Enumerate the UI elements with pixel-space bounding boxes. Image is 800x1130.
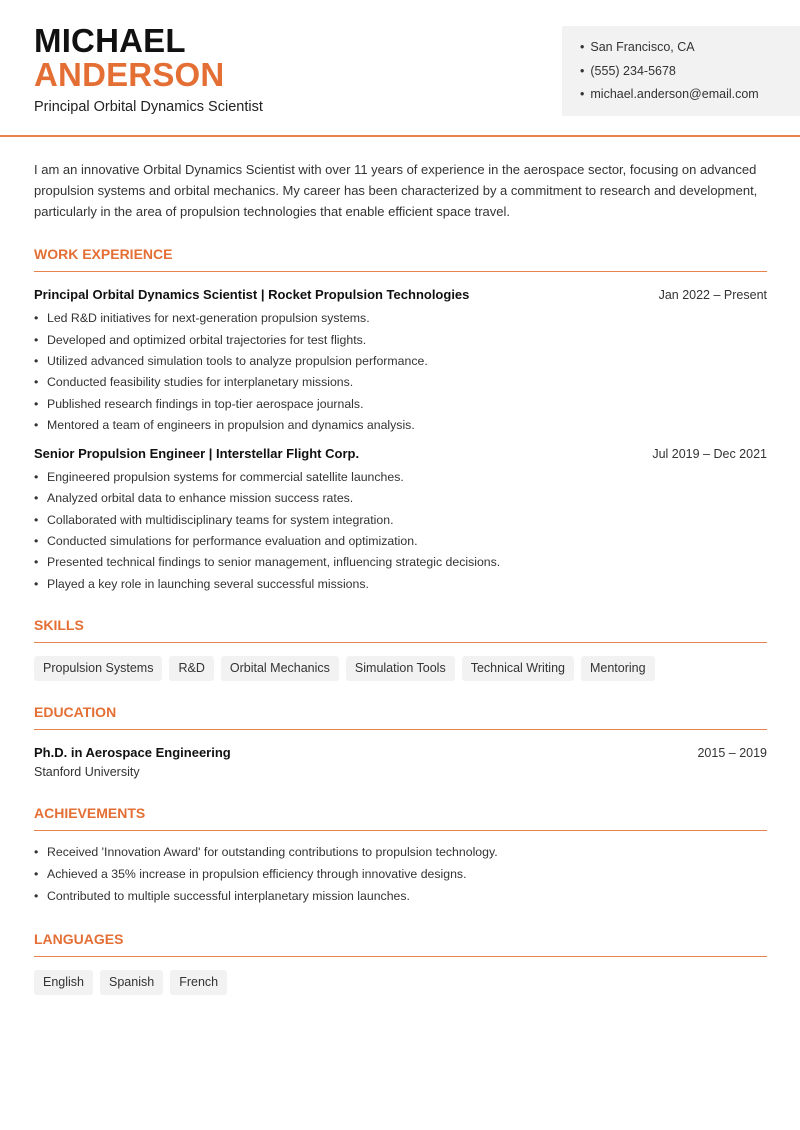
- job-role: Senior Propulsion Engineer | Interstellar Flight Corp.: [34, 446, 360, 462]
- list-item: • Contributed to multiple successful interplanetary mission launches.: [34, 885, 767, 907]
- list-item: • Engineered propulsion systems for commercial satellite launches.: [34, 467, 767, 488]
- skill-tag: Simulation Tools: [346, 656, 455, 681]
- contact-list: [580, 39, 759, 110]
- job-entry: [34, 446, 767, 595]
- contact-email[interactable]: • michael.anderson@email.com: [580, 86, 759, 110]
- job-bullets: [34, 467, 767, 595]
- last-name: ANDERSON: [34, 56, 225, 93]
- school: Stanford University: [34, 764, 140, 779]
- section-title-languages: LANGUAGES: [34, 931, 767, 957]
- language-tag: French: [170, 970, 227, 995]
- achievements-list: [34, 841, 767, 907]
- job-bullets: [34, 308, 767, 436]
- language-tag: English: [34, 970, 93, 995]
- list-item: • Utilized advanced simulation tools to analyze propulsion performance.: [34, 351, 767, 372]
- skill-tag: Propulsion Systems: [34, 656, 162, 681]
- job-date: Jul 2019 – Dec 2021: [652, 447, 767, 462]
- job-role: Principal Orbital Dynamics Scientist | Rocket Propulsion Technologies: [34, 287, 470, 303]
- section-title-achievements: ACHIEVEMENTS: [34, 805, 767, 831]
- first-name: MICHAEL: [34, 22, 186, 59]
- job-title: Principal Orbital Dynamics Scientist: [34, 99, 263, 115]
- list-item: • Led R&D initiatives for next-generation propulsion systems.: [34, 308, 767, 329]
- resume-header: [0, 0, 800, 137]
- education-entry: [34, 745, 767, 779]
- language-tags: [34, 970, 767, 995]
- list-item: • Conducted simulations for performance evaluation and optimization.: [34, 531, 767, 552]
- list-item: • Mentored a team of engineers in propulsion and dynamics analysis.: [34, 415, 767, 436]
- section-title-work: WORK EXPERIENCE: [34, 246, 767, 272]
- section-title-skills: SKILLS: [34, 617, 767, 643]
- list-item: • Achieved a 35% increase in propulsion efficiency through innovative designs.: [34, 863, 767, 885]
- contact-phone: • (555) 234-5678: [580, 63, 759, 87]
- skill-tag: Mentoring: [581, 656, 655, 681]
- list-item: • Published research findings in top-tier aerospace journals.: [34, 394, 767, 415]
- list-item: • Collaborated with multidisciplinary teams for system integration.: [34, 510, 767, 531]
- skills-tags: [34, 656, 767, 681]
- skill-tag: R&D: [169, 656, 213, 681]
- list-item: • Conducted feasibility studies for interplanetary missions.: [34, 372, 767, 393]
- contact-box: [562, 26, 800, 116]
- list-item: • Analyzed orbital data to enhance mission success rates.: [34, 488, 767, 509]
- candidate-name: [34, 24, 224, 92]
- job-date: Jan 2022 – Present: [658, 288, 767, 303]
- skill-tag: Technical Writing: [462, 656, 574, 681]
- list-item: • Presented technical findings to senior management, influencing strategic decisions.: [34, 552, 767, 573]
- skill-tag: Orbital Mechanics: [221, 656, 339, 681]
- summary: I am an innovative Orbital Dynamics Scientist with over 11 years of experience in the aerospace sector, focusing on advanced propulsion systems and orbital mechanics. My career has been characterized by a commitment to research and development, particularly in the area of propulsion technologies that enable efficient space travel.: [34, 162, 758, 219]
- contact-location: • San Francisco, CA: [580, 39, 759, 63]
- section-title-education: EDUCATION: [34, 704, 767, 730]
- list-item: • Played a key role in launching several successful missions.: [34, 574, 767, 595]
- resume-body: [34, 160, 767, 995]
- list-item: • Developed and optimized orbital trajectories for test flights.: [34, 330, 767, 351]
- language-tag: Spanish: [100, 970, 163, 995]
- list-item: • Received 'Innovation Award' for outstanding contributions to propulsion technology.: [34, 841, 767, 863]
- education-date: 2015 – 2019: [697, 745, 767, 760]
- job-entry: [34, 287, 767, 436]
- degree: Ph.D. in Aerospace Engineering: [34, 744, 231, 760]
